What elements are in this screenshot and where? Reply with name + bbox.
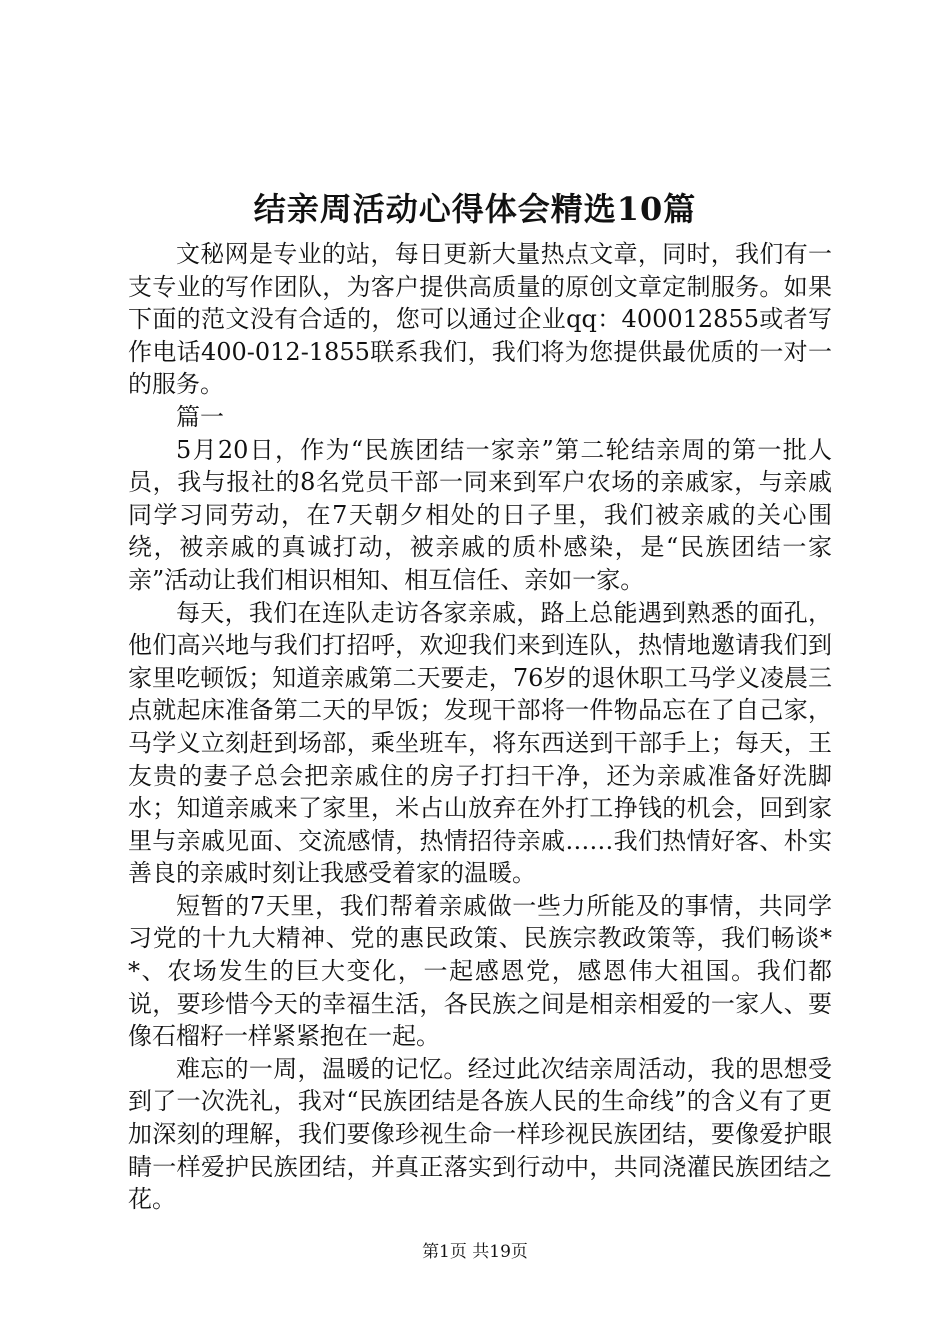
- document-title: 结亲周活动心得体会精选10篇: [253, 190, 697, 228]
- body-paragraph: 难忘的一周，温暖的记忆。经过此次结亲周活动，我的思想受到了一次洗礼，我对“民族团结是各族人民的生命线”的含义有了更加深刻的理解，我们要像珍视生命一样珍视民族团结，要像爱护眼睛一样爱护民族团结，并真正落实到行动中，共同浇灌民族团结之花。: [128, 1054, 832, 1214]
- page-footer: 第1页 共19页: [422, 1242, 528, 1262]
- body-paragraph: 每天，我们在连队走访各家亲戚，路上总能遇到熟悉的面孔，他们高兴地与我们打招呼，欢迎我们来到连队，热情地邀请我们到家里吃顿饭；知道亲戚第二天要走，76岁的退休职工马学义凌晨三点就起床准备第二天的早饭；发现干部将一件物品忘在了自己家，马学义立刻赶到场部，乘坐班车，将东西送到干部手上；每天，王友贵的妻子总会把亲戚住的房子打扫干净，还为亲戚准备好洗脚水；知道亲戚来了家里，米占山放弃在外打工挣钱的机会，回到家里与亲戚见面、交流感情，热情招待亲戚……我们热情好客、朴实善良的亲戚时刻让我感受着家的温暖。: [128, 598, 832, 888]
- body-paragraph: 短暂的7天里，我们帮着亲戚做一些力所能及的事情，共同学习党的十九大精神、党的惠民政策、民族宗教政策等，我们畅谈**、农场发生的巨大变化，一起感恩党，感恩伟大祖国。我们都说，要珍惜今天的幸福生活，各民族之间是相亲相爱的一家人、要像石榴籽一样紧紧抱在一起。: [128, 891, 832, 1051]
- body-paragraph: 5月20日，作为“民族团结一家亲”第二轮结亲周的第一批人员，我与报社的8名党员干部一同来到军户农场的亲戚家，与亲戚同学习同劳动，在7天朝夕相处的日子里，我们被亲戚的关心围绕，被亲戚的真诚打动，被亲戚的质朴感染，是“民族团结一家亲”活动让我们相识相知、相互信任、亲如一家。: [128, 435, 832, 594]
- document-body: [128, 238, 832, 1216]
- section-heading: 篇一: [176, 402, 224, 431]
- intro-paragraph: 文秘网是专业的站，每日更新大量热点文章，同时，我们有一支专业的写作团队，为客户提供高质量的原创文章定制服务。如果下面的范文没有合适的，您可以通过企业qq：400012855或者写作电话400-012-1855联系我们，我们将为您提供最优质的一对一的服务。: [128, 240, 832, 399]
